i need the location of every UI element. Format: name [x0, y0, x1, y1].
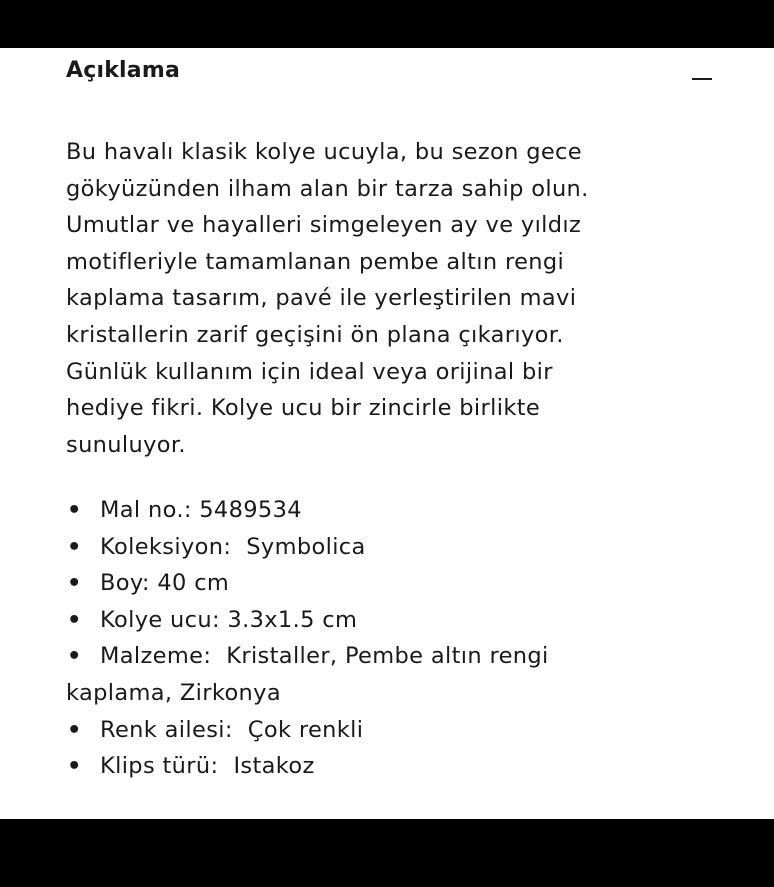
bullet-icon: • — [67, 497, 82, 523]
bullet-icon: • — [67, 753, 82, 780]
description-line: hediye fikri. Kolye ucu bir zincirle birlikte — [66, 395, 541, 422]
spec-item — [66, 602, 746, 639]
minus-icon[interactable] — [686, 58, 716, 88]
minus-icon-bar — [692, 78, 712, 80]
description-line: kaplama tasarım, pavé ile yerleştirilen mavi — [66, 285, 577, 312]
spec-item — [66, 712, 746, 749]
description-line: Günlük kullanım için ideal veya orijinal bir — [66, 358, 553, 385]
spec-text: Renk ailesi: Çok renkli — [100, 716, 364, 743]
description-line: motifleriyle tamamlanan pembe altın rengi — [66, 248, 565, 275]
spec-text: Malzeme: Kristaller, Pembe altın rengi — [100, 643, 549, 670]
bullet-icon: • — [67, 716, 82, 743]
description-line: Bu havalı klasik kolye ucuyla, bu sezon gece — [66, 139, 582, 165]
spec-text: Mal no.: 5489534 — [100, 497, 302, 523]
bullet-icon: • — [67, 643, 82, 670]
bullet-icon: • — [67, 570, 82, 597]
bullet-icon: • — [67, 533, 82, 560]
description-line: Umutlar ve hayalleri simgeleyen ay ve yıldız — [66, 212, 582, 239]
spec-item — [66, 529, 746, 566]
accordion-header[interactable] — [66, 54, 726, 94]
description-line: sunuluyor. — [66, 431, 186, 458]
description-text — [66, 134, 746, 463]
spec-item — [66, 492, 746, 529]
description-line: gökyüzünden ilham alan bir tarza sahip olun. — [66, 175, 589, 202]
spec-item — [66, 638, 746, 675]
spec-text: Kolye ucu: 3.3x1.5 cm — [100, 606, 358, 633]
product-description-panel — [0, 48, 774, 819]
section-title: Açıklama — [66, 58, 180, 83]
spec-item — [66, 675, 746, 712]
bullet-icon: • — [67, 606, 82, 633]
spec-item — [66, 748, 746, 785]
spec-text: Koleksiyon: Symbolica — [100, 533, 366, 560]
description-line: kristallerin zarif geçişini ön plana çıkarıyor. — [66, 321, 564, 348]
spec-item — [66, 565, 746, 602]
product-specs-list — [66, 492, 746, 785]
spec-text: kaplama, Zirkonya — [66, 679, 281, 706]
spec-text: Klips türü: Istakoz — [100, 753, 315, 780]
spec-text: Boy: 40 cm — [100, 570, 230, 597]
